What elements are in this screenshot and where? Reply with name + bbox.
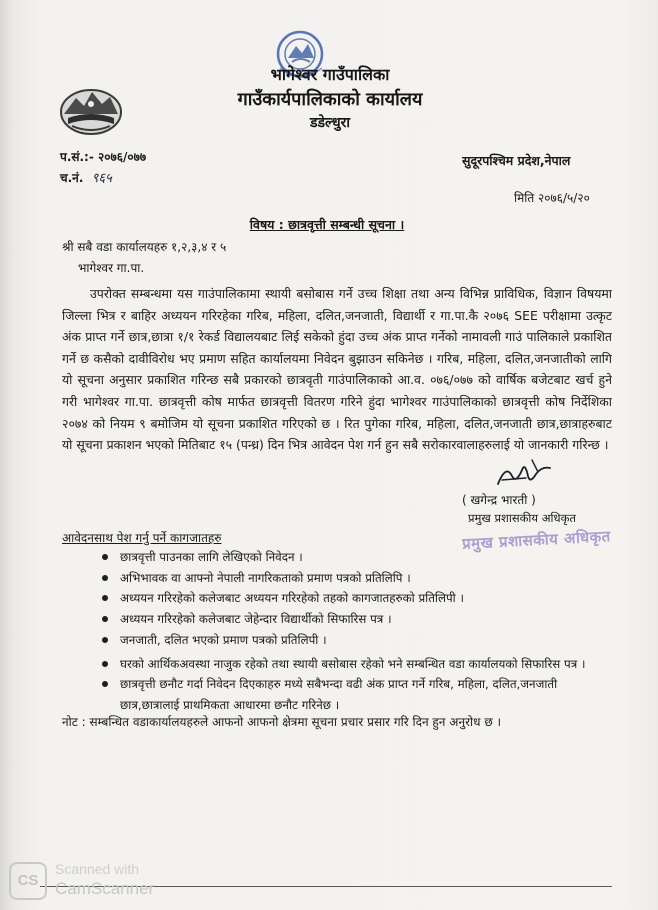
district-name: डडेल्धुरा [310, 115, 350, 131]
addressee-line-1: श्री सबै वडा कार्यालयहरु १,२,३,४ र ५ [62, 240, 227, 254]
signatory-title: प्रमुख प्रशासकीय अधिकृत [468, 511, 576, 525]
list-item-text: अध्ययन गरिरहेको कलेजबाट अध्ययन गरिरहेको तहको कागजातहरुको प्रतिलिपी । [120, 591, 464, 606]
bullet-icon [102, 637, 108, 643]
subject-text: विषय : छात्रवृत्ती सम्बन्धी सूचना । [249, 217, 405, 232]
province-name: सुदूरपश्चिम प्रदेश,नेपाल [462, 153, 571, 168]
watermark-line-2: CamScanner [55, 879, 155, 898]
required-documents-heading [62, 529, 221, 546]
bullet-icon [102, 681, 108, 687]
office-name: गाउँकार्यपालिकाको कार्यालय [237, 89, 423, 110]
list-item [100, 674, 615, 715]
list-item-text: जनजाती, दलित भएको प्रमाण पत्रको प्रतिलिपी । [120, 632, 327, 647]
handwritten-signature [492, 454, 556, 492]
dispatch-number-label: च.नं. [60, 171, 84, 185]
bullet-icon [102, 554, 108, 560]
bullet-icon [102, 575, 108, 581]
camscanner-logo-icon: CS [9, 862, 47, 900]
dispatch-number [60, 168, 112, 186]
municipality-name: भागेश्वर गाउँपालिका [270, 65, 390, 84]
required-documents-heading-text: आवेदनसाथ पेश गर्नु पर्ने कागजातहरु [62, 531, 222, 545]
nepal-emblem-logo [58, 84, 124, 138]
signatory-name: ( खगेन्द्र भारती ) [462, 493, 536, 507]
bullet-icon [102, 616, 108, 622]
notice-body-paragraph: उपरोक्त सम्बन्धमा यस गाउंपालिकामा स्थायी बसोबास गर्ने उच्च शिक्षा तथा अन्य विभिन्न प्राविधिक, विज्ञान विषयमा जिल्ला भित्र र बाहिर अध्ययन गरिरहेका गरिब, महिला, दलित,जनजाती, विद्यार्थी र गा.पा.कै २०७६ SEE परीक्षामा उत्कृट अंक प्राप्त गर्ने छात्र,छात्रा १/१ रेकर्ड विद्यालयबाट लिई सकेको हुंदा उच्च अंक प्राप्त गर्नेको नामावली गाउं पालिकाले प्रकाशित गर्ने छ कसैको दावीविरोध भए प्रमाण सहित कार्यालयमा निवेदन बुझाउन सकिनेछ । गरिब, महिला, दलित,जनजातीको लागि यो सूचना अनुसार प्रकाशित गरिन्छ सबै प्रकारको छात्रवृती गाउंपालिकाको आ.व. ०७६/०७७ को वार्षिक बजेटबाट खर्च हुने गरी भागेश्वर गा.पा. छात्रवृत्ती कोष मार्फत छात्रवृत्ती वितरण गरिने हुंदा भागेश्वर गाउंपालिकाको छात्रवृत्ती कोष निर्देशिका २०७४ को नियम ९ बमोजिम यो सूचना प्रकाशित गरिएको छ । रित पुगेका गरिब, महिला, दलित,जनजाती छात्र,छात्राहरुबाट यो सूचना प्रकाशन भएको मितिबाट १५ (पन्ध्र) दिन भित्र आवेदन पेश गर्न हुन सबै सरोकारवालाहरुलाई यो जानकारी गरिन्छ । [62, 286, 612, 453]
list-item-text: अभिभावक वा आफ्नो नेपाली नागरिकताको प्रमाण पत्रको प्रतिलिपि । [120, 570, 411, 585]
list-item-text: घरको आर्थिकअवस्था नाजुक रहेको तथा स्थायी बसोबास रहेको भने सम्बन्धित वडा कार्यालयको सिफारिस पत्र । [120, 656, 586, 671]
subject-line [150, 216, 504, 233]
note-text: नोट : सम्बन्धित वडाकार्यालयहरुले आफनो आफनो क्षेत्रमा सूचना प्रचार प्रसार गरि दिन हुन अनुरोध छ । [62, 715, 502, 729]
official-title-stamp: प्रमुख प्रशासकीय अधिकृत [461, 527, 612, 553]
list-item [100, 609, 615, 630]
list-item-text: छात्रवृत्ती पाउनका लागि लेखिएको निवेदन । [120, 550, 303, 564]
list-item [100, 654, 615, 675]
letter-date: मिति २०७६/५/२० [514, 191, 590, 205]
list-item-text: छात्रवृत्ती छनौट गर्दा निवेदन दिएकाहरु मध्ये सबैभन्दा वढी अंक प्राप्त गर्ने गरिब, महिला, दलित,जनजाती छात्र,छात्रालाई प्राथमिकता आधारमा छनौट गरिनेछ । [120, 677, 558, 712]
list-item-text: अध्ययन गरिरहेको कलेजबाट जेहेन्दार विद्यार्थीको सिफारिस पत्र । [120, 612, 392, 627]
letter-reference-number: प.सं.:- २०७६/०७७ [60, 150, 147, 164]
required-documents-list [100, 547, 615, 716]
addressee-line-2: भागेश्वर गा.पा. [78, 261, 145, 275]
list-item [100, 547, 615, 568]
watermark-line-1: Scanned with [55, 861, 140, 877]
bullet-icon [102, 661, 108, 667]
list-item [100, 630, 615, 651]
dispatch-number-value: ९६५ [91, 171, 112, 186]
bullet-icon [102, 595, 108, 601]
list-item [100, 568, 615, 589]
list-item [100, 588, 615, 609]
